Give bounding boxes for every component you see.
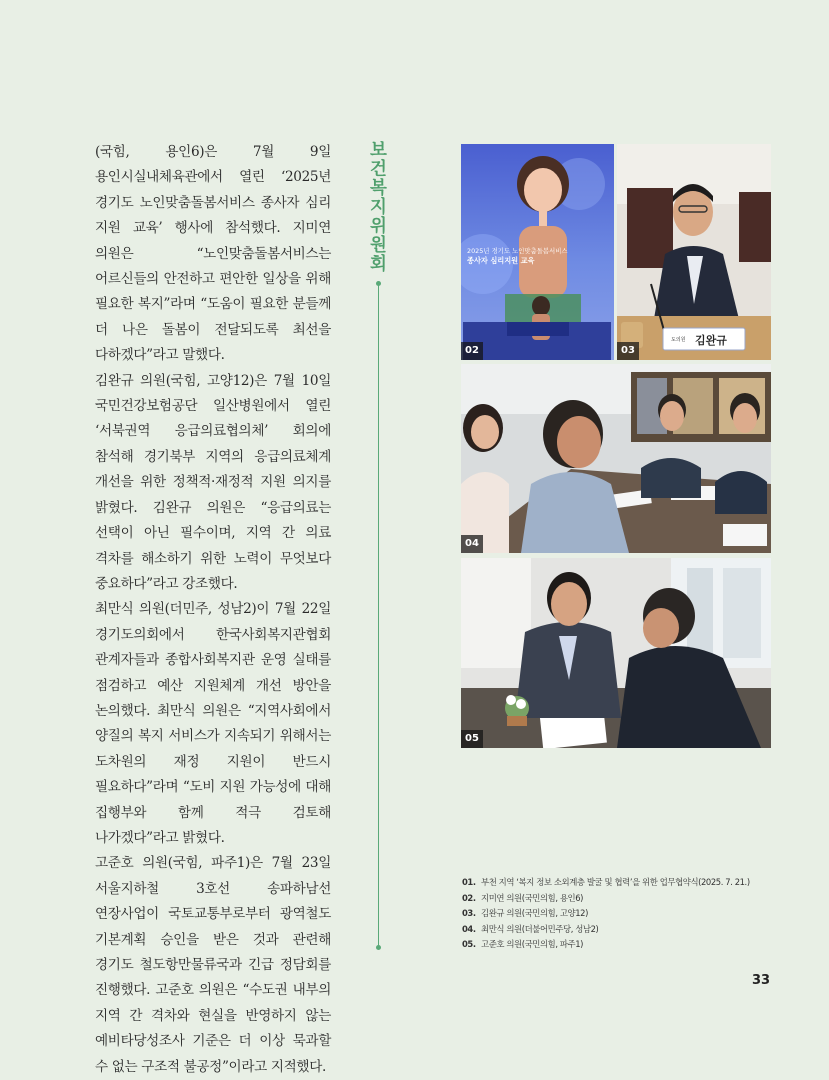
photo-03-number: 03 (617, 342, 639, 360)
photo-02 (461, 144, 614, 360)
photo-04 (461, 364, 771, 553)
caption-number: 03. (462, 908, 476, 919)
article-paragraph-2: 김완규 의원(국힘, 고양12)은 7월 10일 국민건강보험공단 일산병원에서 열린 ‘서북권역 응급의료협의체’ 회의에 참석해 경기북부 지역의 응급의료체계 개선을 위한 정책적·재정적 지원 의지를 밝혔다. 김완규 의원은 “응급의료는 선택이 아닌 필수이며, 지역 간 의료 격차를 해소하기 위한 노력이 무엇보다 중요하다”라고 강조했다. (95, 372, 331, 592)
caption-text: 고준호 의원(국민의힘, 파주1) (481, 939, 584, 950)
caption-number: 04. (462, 923, 476, 934)
photo-02-number: 02 (461, 342, 483, 360)
article-body (95, 140, 331, 1080)
caption-number: 05. (462, 939, 476, 950)
caption-04 (462, 922, 792, 938)
caption-number: 02. (462, 892, 476, 903)
caption-05 (462, 937, 792, 953)
caption-text: 최만식 의원(더불어민주당, 성남2) (481, 923, 599, 934)
caption-03 (462, 906, 792, 922)
section-label: 보건복지위원회 (367, 140, 387, 273)
photo-captions (462, 875, 792, 953)
photo-03-image (617, 144, 771, 360)
photo-03 (617, 144, 771, 360)
photo-02-banner-line1: 2025년 경기도 노인맞춤돌봄서비스 (467, 247, 568, 255)
caption-number: 01. (462, 877, 476, 887)
page-number: 33 (752, 973, 771, 988)
photo-05 (461, 558, 771, 748)
photo-04-image (461, 364, 771, 553)
article-paragraph-4: 고준호 의원(국힘, 파주1)은 7월 23일 서울지하철 3호선 송파하남선 연장사업이 국토교통부로부터 광역철도 기본계획 승인을 받은 것과 관련해 경기도 철도항만물류국과 긴급 정담회를 진행했다. 고준호 의원은 “수도권 내부의 지역 간 격차와 현실을 반영하지 않는 예비타당성조사 기준은 더 이상 묵과할 수 없는 구조적 불공정”이라고 지적했다. (95, 855, 331, 1075)
article-paragraph-3: 최만식 의원(더민주, 성남2)이 7월 22일 경기도의회에서 한국사회복지관협회 관계자들과 종합사회복지관 운영 실태를 점검하고 예산 지원체계 개선 방안을 논의했다. 최만식 의원은 “지역사회에서 양질의 복지 서비스가 지속되기 위해서는 도차원의 재정 지원이 반드시 필요하다”라며 “도비 지원 가능성에 대해 집행부와 함께 적극 검토해 나가겠다”라고 밝혔다. (95, 601, 331, 846)
article-paragraph-1: (국힘, 용인6)은 7월 9일 용인시실내체육관에서 열린 ‘2025년 경기도 노인맞춤돌봄서비스 종사자 심리 지원 교육’ 행사에 참석했다. 지미연 의원은 “노인맞춤돌봄서비스는 어르신들의 안전하고 편안한 일상을 위해 필요한 복지”라며 “도움이 필요한 분들께 더 나은 돌봄이 전달되도록 최선을 다하겠다”라고 말했다. (95, 144, 331, 364)
caption-text: 부천 지역 ‘복지 정보 소외계층 발굴 및 협력’을 위한 업무협약식(2025. 7. 21.) (481, 877, 750, 887)
caption-text: 김완규 의원(국민의힘, 고양12) (481, 908, 588, 919)
photo-02-banner-line2: 종사자 심리지원 교육 (467, 256, 535, 265)
caption-01 (462, 875, 792, 891)
photo-05-image (461, 558, 771, 748)
section-divider-line (378, 283, 379, 948)
photo-04-number: 04 (461, 535, 483, 553)
photo-03-nameplate (667, 331, 745, 347)
photo-03-nameplate-name: 김완규 (695, 334, 727, 347)
caption-text: 지미연 의원(국민의힘, 용인6) (481, 892, 584, 903)
photo-05-number: 05 (461, 730, 483, 748)
caption-02 (462, 891, 792, 907)
photo-02-banner (467, 247, 587, 265)
photo-03-nameplate-title: 도의원 (671, 337, 686, 343)
